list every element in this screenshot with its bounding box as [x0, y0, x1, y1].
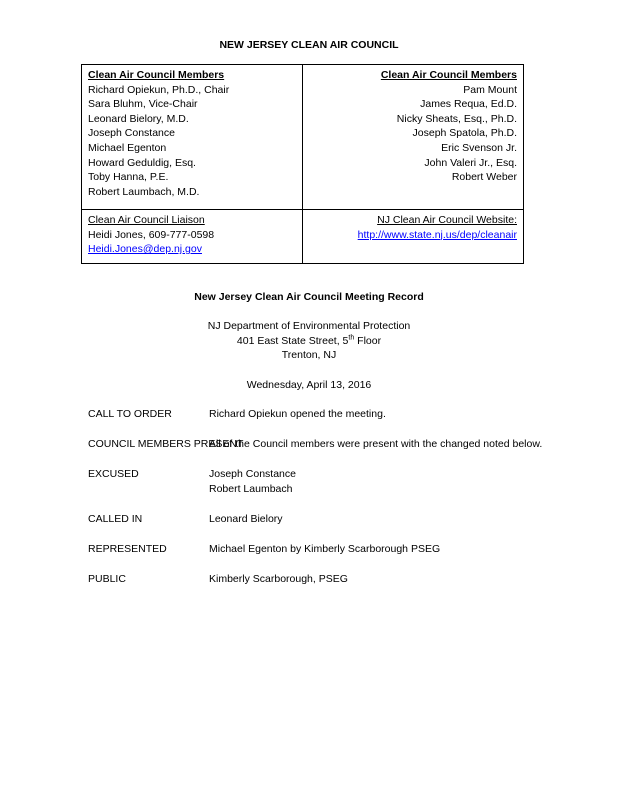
- address-floor-word: Floor: [354, 334, 382, 347]
- agenda-value: Kimberly Scarborough, PSEG: [209, 573, 348, 585]
- member-name: Joseph Constance: [88, 127, 175, 140]
- council-members-table: [81, 64, 524, 264]
- agenda-label: CALL TO ORDER: [88, 408, 172, 420]
- members-right-header: Clean Air Council Members: [380, 69, 517, 81]
- address-street: 401 East State Street, 5: [236, 334, 349, 347]
- website-header: NJ Clean Air Council Website:: [377, 214, 517, 226]
- liaison-header: Clean Air Council Liaison: [88, 214, 205, 226]
- members-right-cell: [303, 65, 524, 210]
- member-name: Michael Egenton: [88, 141, 167, 154]
- member-name: Howard Geduldig, Esq.: [88, 156, 196, 169]
- agenda-value: All of the Council members were present with the changed noted below.: [209, 438, 543, 450]
- members-left-cell: [82, 65, 303, 210]
- agenda-value-line: Joseph Constance: [209, 468, 296, 480]
- agenda-value-line: Robert Laumbach: [209, 482, 293, 495]
- address-line-3: Trenton, NJ: [281, 349, 337, 362]
- address-floor-suffix: th: [348, 334, 355, 342]
- meeting-date: Wednesday, April 13, 2016: [246, 379, 372, 391]
- member-name: Toby Hanna, P.E.: [88, 171, 169, 184]
- member-name: Richard Opiekun, Ph.D., Chair: [88, 83, 230, 96]
- address-line-2: [0, 334, 618, 349]
- member-name: John Valeri Jr., Esq.: [424, 156, 517, 169]
- agenda-value: [209, 467, 296, 496]
- member-name: Leonard Bielory, M.D.: [88, 112, 189, 125]
- member-name: James Requa, Ed.D.: [420, 98, 517, 111]
- member-name: Robert Weber: [451, 171, 517, 184]
- agenda-label: REPRESENTED: [88, 543, 167, 555]
- website-link[interactable]: http://www.state.nj.us/dep/cleanair: [357, 228, 517, 241]
- agenda-label: CALLED IN: [88, 513, 143, 525]
- member-name: Eric Svenson Jr.: [441, 141, 517, 154]
- meeting-record-title: New Jersey Clean Air Council Meeting Record: [194, 291, 424, 303]
- member-name: Sara Bluhm, Vice-Chair: [88, 98, 198, 111]
- address-line-1: NJ Department of Environmental Protection: [207, 320, 411, 332]
- agenda-value: Michael Egenton by Kimberly Scarborough PSEG: [209, 543, 441, 555]
- liaison-email-link[interactable]: Heidi.Jones@dep.nj.gov: [88, 243, 202, 256]
- liaison-name-phone: Heidi Jones, 609-777-0598: [88, 228, 215, 241]
- website-cell: [303, 210, 524, 264]
- agenda-label: COUNCIL MEMBERS PRESENT: [88, 438, 244, 450]
- members-left-header: Clean Air Council Members: [88, 69, 225, 81]
- member-name: Joseph Spatola, Ph.D.: [412, 127, 517, 140]
- meeting-address: [0, 319, 618, 363]
- agenda-value: Richard Opiekun opened the meeting.: [209, 408, 386, 420]
- agenda-label: PUBLIC: [88, 573, 126, 585]
- member-name: Pam Mount: [463, 83, 517, 96]
- agenda-label: EXCUSED: [88, 468, 139, 480]
- member-name: Nicky Sheats, Esq., Ph.D.: [396, 112, 517, 125]
- agenda-value: Leonard Bielory: [209, 513, 283, 525]
- member-name: Robert Laumbach, M.D.: [88, 185, 200, 198]
- document-title: NEW JERSEY CLEAN AIR COUNCIL: [219, 39, 399, 51]
- liaison-cell: [82, 210, 303, 264]
